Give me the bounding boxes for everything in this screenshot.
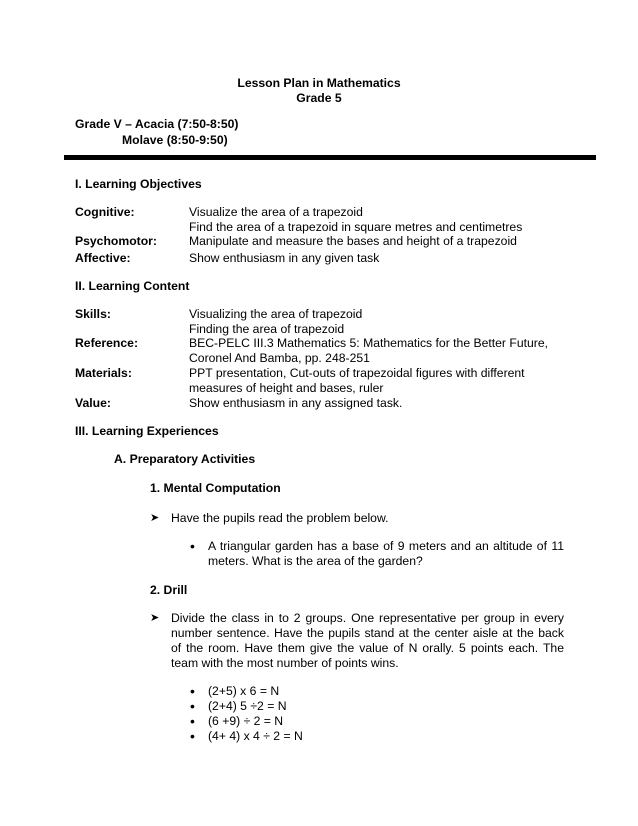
objectives-heading: I. Learning Objectives [75, 177, 202, 191]
bullet-icon: • [190, 538, 195, 554]
psychomotor-text: Manipulate and measure the bases and height of a trapezoid [189, 234, 517, 248]
cognitive-text-2: Find the area of a trapezoid in square metres and centimetres [189, 220, 523, 234]
preparatory-activities-heading: A. Preparatory Activities [114, 452, 256, 466]
bullet-icon: • [190, 698, 195, 714]
bullet-icon: • [190, 683, 195, 699]
equation-item: (6 +9) ÷ 2 = N [208, 714, 284, 728]
experiences-heading: III. Learning Experiences [75, 424, 219, 438]
materials-text-1: PPT presentation, Cut-outs of trapezoidal figures with different [189, 366, 525, 380]
psychomotor-label: Psychomotor: [75, 234, 157, 248]
section-molave: Molave (8:50-9:50) [122, 133, 228, 147]
materials-label: Materials: [75, 366, 132, 380]
bullet-icon: • [190, 713, 195, 729]
page-title: Lesson Plan in Mathematics [237, 76, 401, 90]
drill-heading: 2. Drill [150, 583, 188, 597]
equation-item: (2+4) 5 ÷2 = N [208, 699, 287, 713]
arrow-bullet-icon: ➤ [150, 612, 160, 624]
affective-text: Show enthusiasm in any given task [189, 251, 380, 265]
page-subtitle: Grade 5 [296, 91, 342, 105]
bullet-icon: • [190, 728, 195, 744]
skills-label: Skills: [75, 307, 111, 321]
mental-computation-problem: A triangular garden has a base of 9 meters and an altitude of 11 meters. What is the area of the garden? [208, 539, 564, 568]
cognitive-text-1: Visualize the area of a trapezoid [189, 205, 363, 219]
section-acacia: Grade V – Acacia (7:50-8:50) [75, 117, 239, 131]
arrow-bullet-icon: ➤ [150, 512, 160, 524]
content-heading: II. Learning Content [75, 279, 190, 293]
mental-computation-instruction: Have the pupils read the problem below. [171, 511, 389, 525]
materials-text-2: measures of height and bases, ruler [189, 381, 384, 395]
skills-text-2: Finding the area of trapezoid [189, 322, 345, 336]
equation-item: (4+ 4) x 4 ÷ 2 = N [208, 729, 303, 743]
value-text: Show enthusiasm in any assigned task. [189, 396, 403, 410]
header-divider [64, 155, 596, 160]
reference-label: Reference: [75, 336, 138, 350]
reference-text-2: Coronel And Bamba, pp. 248-251 [189, 351, 370, 365]
drill-instruction: Divide the class in to 2 groups. One representative per group in every number sentence. Have the pupils stand at the center aisle at the back of the room. Have them give the value of N orally. 5 points each. The team with the most number of points wins. [171, 611, 564, 670]
value-label: Value: [75, 396, 111, 410]
cognitive-label: Cognitive: [75, 205, 135, 219]
skills-text-1: Visualizing the area of trapezoid [189, 307, 363, 321]
mental-computation-heading: 1. Mental Computation [150, 481, 281, 495]
affective-label: Affective: [75, 251, 131, 265]
equation-item: (2+5) x 6 = N [208, 684, 280, 698]
reference-text-1: BEC-PELC III.3 Mathematics 5: Mathematics for the Better Future, [189, 336, 548, 350]
